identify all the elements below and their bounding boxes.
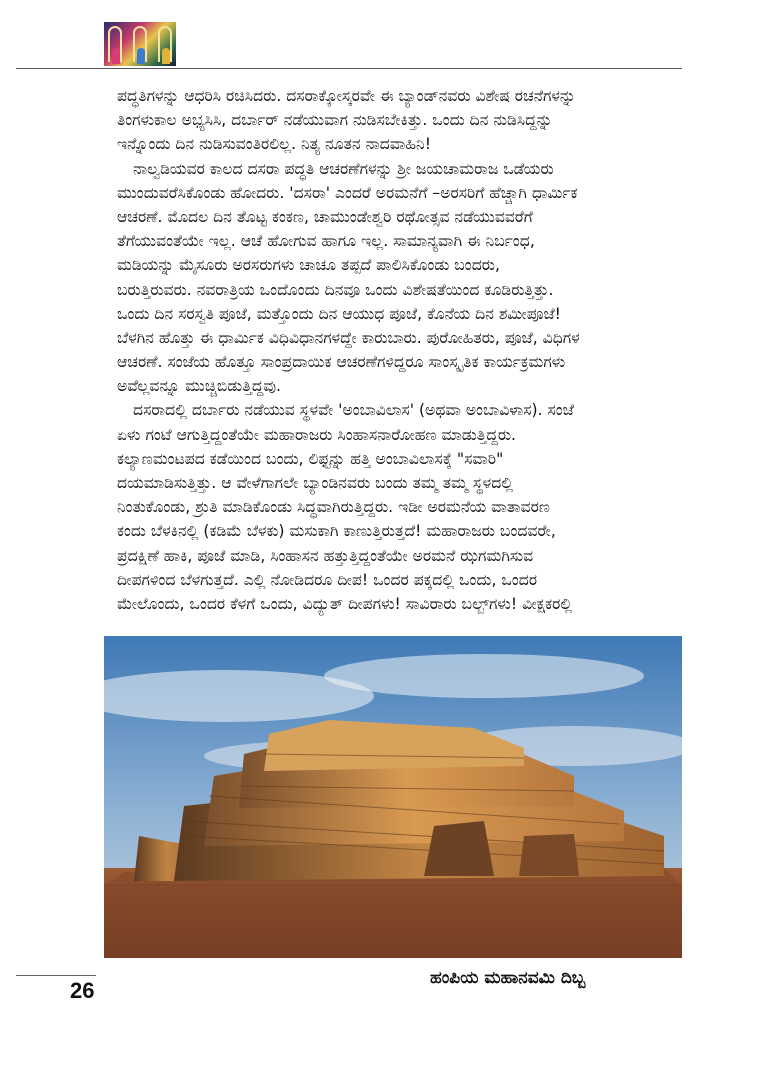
paragraph-line: ಕಂದು ಬೆಳಕಿನಲ್ಲಿ (ಕಡಿಮೆ ಬೆಳಕು) ಮಸುಕಾಗಿ ಕಾಣುತ್ತಿರುತ್ತದೆ! ಮಹಾರಾಜರು ಬಂದವರೇ, (117, 522, 556, 541)
paragraph-line: ಕಲ್ಯಾಣಮಂಟಪದ ಕಡೆಯಿಂದ ಬಂದು, ಲಿಫ್ಟನ್ನು ಹತ್ತಿ ಅಂಬಾವಿಲಾಸಕ್ಕೆ "ಸವಾರಿ" (117, 449, 504, 468)
footer-rule (16, 975, 96, 976)
paragraph-line: ದಸರಾದಲ್ಲಿ ದರ್ಬಾರು ನಡೆಯುವ ಸ್ಥಳವೇ 'ಅಂಬಾವಿಲಾಸ' (ಅಥವಾ ಅಂಬಾವಿಳಾಸ). ಸಂಜೆ (133, 401, 574, 420)
stone-platform-icon (104, 636, 682, 958)
paragraph-line: ತಿಂಗಳುಕಾಲ ಅಭ್ಯಸಿಸಿ, ದರ್ಬಾರ್ ನಡೆಯುವಾಗ ನುಡಿಸಬೇಕಿತ್ತು. ಒಂದು ದಿನ ನುಡಿಸಿದ್ದನ್ನು (117, 111, 553, 130)
paragraph-line: ಬೆಳಗಿನ ಹೊತ್ತು ಈ ಧಾರ್ಮಿಕ ವಿಧಿವಿಧಾನಗಳದ್ದೇ ಕಾರುಬಾರು. ಪುರೋಹಿತರು, ಪೂಜೆ, ವಿಧಿಗಳ (117, 328, 580, 347)
paragraph-line: ಏಳು ಗಂಟೆ ಆಗುತ್ತಿದ್ದಂತೆಯೇ ಮಹಾರಾಜರು ಸಿಂಹಾಸನಾರೋಹಣ ಮಾಡುತ್ತಿದ್ದರು. (117, 425, 517, 444)
paragraph-line: ನಿಂತುಕೊಂಡು, ಶ್ರುತಿ ಮಾಡಿಕೊಂಡು ಸಿದ್ಧವಾಗಿರುತ್ತಿದ್ದರು. ಇಡೀ ಅರಮನೆಯ ವಾತಾವರಣ (117, 498, 550, 517)
paragraph-line: ತೆಗೆಯುವಂತೆಯೇ ಇಲ್ಲ. ಆಚೆ ಹೋಗುವ ಹಾಗೂ ಇಲ್ಲ. ಸಾಮಾನ್ಯವಾಗಿ ಈ ನಿರ್ಬಂಧ, (117, 232, 535, 251)
paragraph-line: ನಾಲ್ವಡಿಯವರ ಕಾಲದ ದಸರಾ ಪದ್ಧತಿ ಆಚರಣೆಗಳನ್ನು ಶ್ರೀ ಜಯಚಾಮರಾಜ ಒಡೆಯರು (133, 159, 554, 178)
page-number: 26 (70, 978, 95, 1003)
paragraph-line: ಪ್ರದಕ್ಷಿಣೆ ಹಾಕಿ, ಪೂಜೆ ಮಾಡಿ, ಸಿಂಹಾಸನ ಹತ್ತುತ್ತಿದ್ದಂತೆಯೇ ಅರಮನೆ ಝಗಮಗಿಸುವ (117, 546, 534, 565)
paragraph-line: ಮೇಲೊಂದು, ಒಂದರ ಕೆಳಗೆ ಒಂದು, ವಿದ್ಯುತ್ ದೀಪಗಳು! ಸಾವಿರಾರು ಬಲ್ಬ್‌ಗಳು! ವೀಕ್ಷಕರಲ್ಲಿ (117, 594, 573, 613)
paragraph-line: ಆಚರಣೆ. ಸಂಜೆಯ ಹೊತ್ತೂ ಸಾಂಪ್ರದಾಯಿಕ ಆಚರಣೆಗಳಿದ್ದರೂ ಸಾಂಸ್ಕೃತಿಕ ಕಾರ್ಯಕ್ರಮಗಳು (117, 353, 566, 372)
monument-photo (104, 636, 682, 958)
paragraph-line: ದಯಮಾಡಿಸುತ್ತಿತ್ತು. ಆ ವೇಳೆಗಾಗಲೇ ಬ್ಯಾಂಡಿನವರು ಬಂದು ತಮ್ಮ ತಮ್ಮ ಸ್ಥಳದಲ್ಲಿ (117, 474, 514, 492)
paragraph-line: ಆಚರಣೆ. ಮೊದಲ ದಿನ ತೊಟ್ಟ ಕಂಕಣ, ಚಾಮುಂಡೇಶ್ವರಿ ರಥೋತ್ಸವ ನಡೆಯುವವರೆಗೆ (117, 207, 533, 226)
paragraph-line: ದೀಪಗಳಿಂದ ಬೆಳಗುತ್ತದೆ. ಎಲ್ಲಿ ನೋಡಿದರೂ ದೀಪ! ಒಂದರ ಪಕ್ಕದಲ್ಲಿ ಒಂದು, ಒಂದರ (117, 570, 538, 589)
photo-caption: ಹಂಪಿಯ ಮಹಾನವಮಿ ದಿಬ್ಬ (430, 968, 586, 988)
paragraph-line: ಮಡಿಯನ್ನು ಮೈಸೂರು ಅರಸರುಗಳು ಚಾಚೂ ತಪ್ಪದೆ ಪಾಲಿಸಿಕೊಂಡು ಬಂದರು, (117, 256, 500, 275)
paragraph-line: ಪದ್ಧತಿಗಳನ್ನು ಆಧರಿಸಿ ರಚಿಸಿದರು. ದಸರಾಕ್ಕೋಸ್ಕರವೇ ಈ ಬ್ಯಾಂಡ್‌ನವರು ವಿಶೇಷ ರಚನೆಗಳನ್ನು (117, 87, 576, 105)
paragraph-line: ಬರುತ್ತಿರುವರು. ನವರಾತ್ರಿಯ ಒಂದೊಂದು ದಿನವೂ ಒಂದು ವಿಶೇಷತೆಯಿಂದ ಕೂಡಿರುತ್ತಿತ್ತು. (117, 280, 554, 299)
article-body (117, 84, 691, 616)
paragraph-line: ಮುಂದುವರೆಸಿಕೊಂಡು ಹೋದರು. 'ದಸರಾ' ಎಂದರೆ ಅರಮನೆಗೆ –ಅರಸರಿಗೆ ಹೆಚ್ಚಾಗಿ ಧಾರ್ಮಿಕ (117, 183, 578, 202)
paragraph-line: ಇನ್ನೊಂದು ದಿನ ನುಡಿಸುವಂತಿರಲಿಲ್ಲ. ನಿತ್ಯ ನೂತನ ನಾದವಾಹಿನಿ! (117, 135, 431, 154)
header-rule (16, 68, 682, 69)
header-thumbnail-image (104, 22, 176, 66)
paragraph-line: ಅವೆಲ್ಲವನ್ನೂ ಮುಚ್ಚಿಬಿಡುತ್ತಿದ್ದವು. (117, 377, 281, 396)
paragraph-line: ಒಂದು ದಿನ ಸರಸ್ವತಿ ಪೂಜೆ, ಮತ್ತೊಂದು ದಿನ ಆಯುಧ ಪೂಜೆ, ಕೊನೆಯ ದಿನ ಶಮೀಪೂಜೆ! (117, 304, 561, 323)
